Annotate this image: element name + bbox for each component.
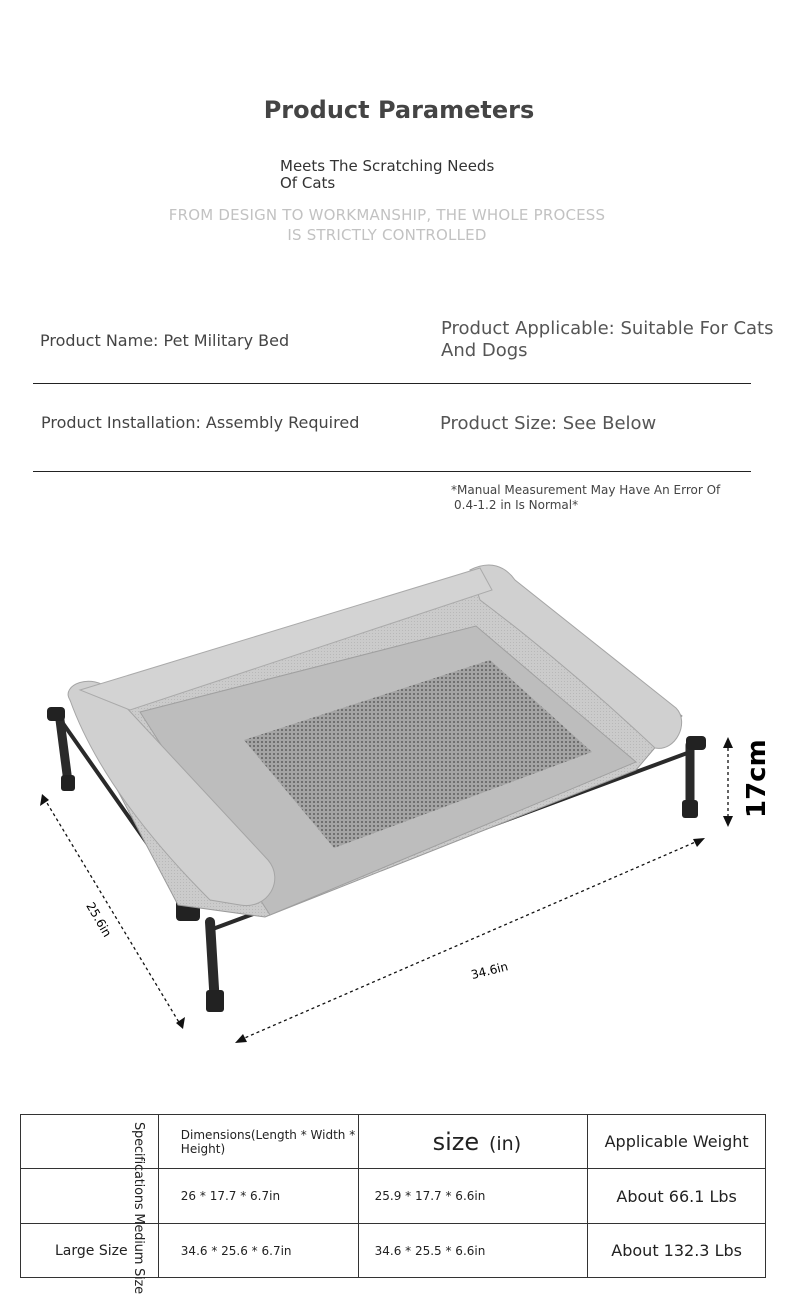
dimensions-header: Dimensions: [180, 1127, 251, 1142]
size-unit-header: (in): [488, 1132, 522, 1155]
leg-foot: [682, 800, 698, 818]
row-dimensions: 34.6 * 25.6 * 6.7in: [158, 1224, 358, 1278]
row-weight: About 66.1 Lbs: [588, 1169, 766, 1224]
leg-cap: [686, 736, 706, 750]
subtitle: [280, 158, 520, 192]
product-size: Product Size: See Below: [440, 413, 657, 434]
measurement-note: [451, 483, 751, 513]
divider: [33, 383, 751, 384]
spec-header-size: [358, 1115, 588, 1169]
spec-header-weight: Applicable Weight: [588, 1115, 766, 1169]
product-applicable-line-2: And Dogs: [441, 340, 528, 361]
product-name: Product Name: Pet Military Bed: [40, 331, 290, 350]
row-size: 34.6 * 25.5 * 6.6in: [358, 1224, 588, 1278]
height-label: 17cm: [742, 739, 772, 818]
spec-header-dimensions: [158, 1115, 358, 1169]
subtitle-line-2: Of Cats: [280, 174, 336, 192]
page-title: Product Parameters: [263, 96, 535, 124]
tagline-line-1: FROM DESIGN TO WORKMANSHIP, THE WHOLE PROCESS: [168, 206, 606, 224]
specifications-vertical-label: Specifications Medium Size: [131, 1122, 146, 1294]
leg-foot: [61, 775, 75, 791]
measurement-note-line-1: *Manual Measurement May Have An Error Of: [451, 483, 721, 497]
tagline-line-2: IS STRICTLY CONTROLLED: [287, 226, 487, 244]
length-label: 34.6in: [469, 959, 510, 983]
pet-bed-illustration: [0, 540, 790, 1060]
product-applicable-line-1: Product Applicable: Suitable For Cats: [441, 318, 774, 339]
row-label: Large Size: [21, 1224, 159, 1278]
divider: [33, 471, 751, 472]
subtitle-line-1: Meets The Scratching Needs: [280, 157, 495, 175]
width-label: 25.6in: [83, 899, 115, 940]
size-header: size: [432, 1127, 480, 1156]
row-weight: About 132.3 Lbs: [588, 1224, 766, 1278]
measurement-note-line-2: 0.4-1.2 in Is Normal*: [454, 498, 579, 512]
row-dimensions: 26 * 17.7 * 6.7in: [158, 1169, 358, 1224]
product-applicable: [441, 318, 781, 362]
dimensions-header-suffix: (Length * Width * Height): [180, 1127, 356, 1156]
product-installation: Product Installation: Assembly Required: [41, 413, 360, 432]
row-size: 25.9 * 17.7 * 6.6in: [358, 1169, 588, 1224]
leg-cap: [47, 707, 65, 721]
leg-foot: [206, 990, 224, 1012]
